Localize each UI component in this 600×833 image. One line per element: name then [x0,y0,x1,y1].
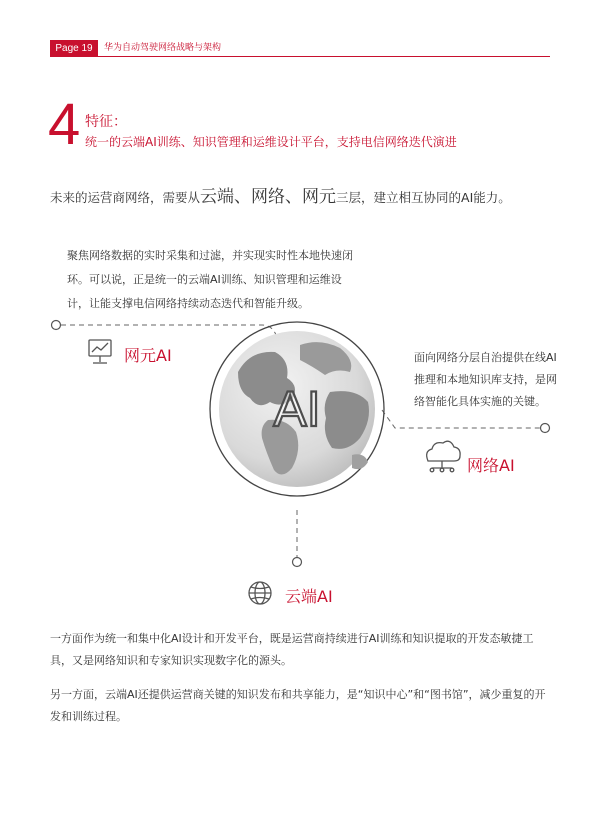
intro-suffix: 三层，建立相互协同的AI能力。 [336,190,511,205]
connector-network-element [61,325,276,335]
body-paragraph-1: 一方面作为统一和集中化AI设计和开发平台，既是运营商持续进行AI训练和知识提取的开发态敏捷工具，又是网络知识和专家知识实现数字化的源头。 [50,632,534,667]
network-ai-description: 面向网络分层自治提供在线AI推理和本地知识库支持，是网络智能化具体实施的关键。 [414,351,557,408]
body-paragraph-2: 另一方面，云端AI还提供运营商关键的知识发布和共享能力，是“知识中心”和“图书馆”，减少重复的开发和训练过程。 [50,688,546,723]
intro-prefix: 未来的运营商网络，需要从 [50,190,201,205]
intro-emphasis: 云端、网络、网元 [200,187,337,207]
cloud-network-icon [427,441,460,472]
page-number-badge: Page 19 [50,40,98,57]
connector-endpoint-network [541,424,550,433]
ai-center-text: AI [273,381,321,437]
feature-label: 特征： [85,114,127,130]
monitor-chart-icon [89,340,111,363]
network-element-ai-label: 网元AI [124,346,172,365]
connector-endpoint-network-element [52,321,61,330]
feature-title: 统一的云端AI训练、知识管理和运维设计平台，支持电信网络迭代演进 [85,135,457,149]
network-element-description: 聚焦网络数据的实时采集和过滤，并实现实时性本地快速闭环。可以说，正是统一的云端AI训练、知识管理和运维设计，让能支撑电信网络持续动态迭代和智能升级。 [67,249,353,310]
document-title: 华为自动驾驶网络战略与架构 [104,43,222,53]
cloud-ai-label: 云端AI [285,587,333,606]
globe-grid-icon [249,582,271,604]
feature-number: 4 [48,92,81,157]
network-ai-label: 网络AI [467,456,515,475]
connector-endpoint-cloud [293,558,302,567]
